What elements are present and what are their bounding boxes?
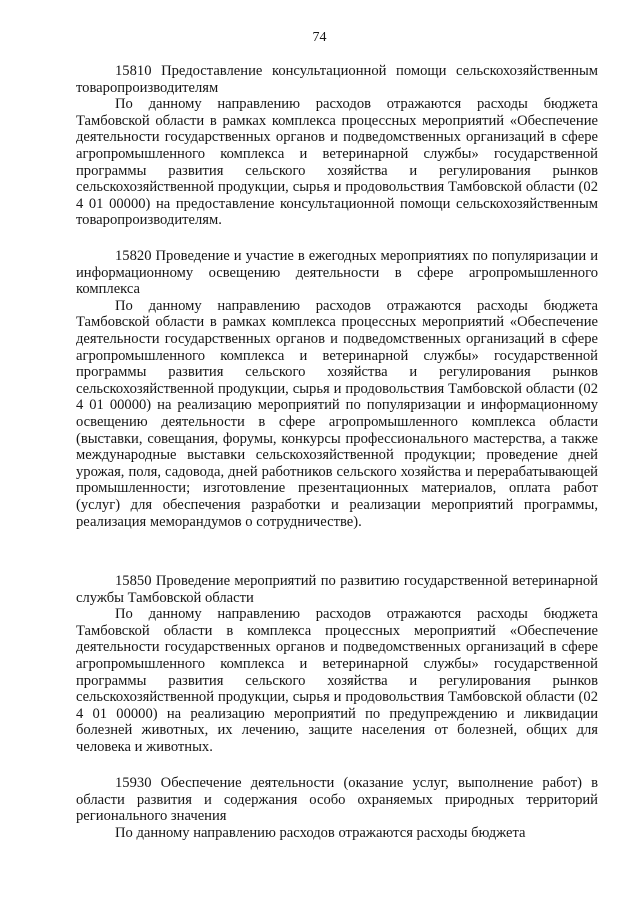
budget-item-15850 (76, 573, 598, 756)
section-body: По данному направлению расходов отражаются расходы бюджета Тамбовской области в рамках комплекса процессных мероприятий «Обеспечение деятельности государственных органов и подведомственных организаций в сфере агропромышленного комплекса и ветеринарной службы» государственной программы развития сельского хозяйства и регулирования рынков сельскохозяйственной продукции, сырья и продовольствия Тамбовской области (02 4 01 00000) на реализацию мероприятий по популяризации и информационному освещению деятельности в сфере агропромышленного комплекса области (выставки, совещания, форумы, конкурсы профессионального мастерства, а также международные выставки сельскохозяйственной продукции; проведение дней урожая, поля, садовода, дней работников сельского хозяйства и перерабатывающей промышленности; изготовление презентационных материалов, оплата работ (услуг) для обеспечения разработки и реализации мероприятий программы, реализация меморандумов о сотрудничестве). (76, 297, 598, 530)
section-heading: 15810 Предоставление консультационной помощи сельскохозяйственным товаропроизводителям (76, 63, 598, 96)
section-heading: 15820 Проведение и участие в ежегодных мероприятиях по популяризации и информационному освещению деятельности в сфере агропромышленного комплекса (76, 248, 598, 298)
section-body: По данному направлению расходов отражаются расходы бюджета (115, 824, 526, 841)
budget-item-15930 (76, 775, 598, 841)
section-body: По данному направлению расходов отражаются расходы бюджета Тамбовской области в рамках комплекса процессных мероприятий «Обеспечение деятельности государственных органов и подведомственных организаций в сфере агропромышленного комплекса и ветеринарной службы» государственной программы развития сельского хозяйства и регулирования рынков сельскохозяйственной продукции, сырья и продовольствия Тамбовской области (02 4 01 00000) на предоставление консультационной помощи сельскохозяйственным товаропроизводителям. (76, 96, 598, 229)
section-heading: 15930 Обеспечение деятельности (оказание услуг, выполнение работ) в области развития и содержания особо охраняемых природных территорий регионального значения (76, 775, 598, 825)
page-number: 74 (312, 30, 327, 45)
budget-item-15810 (76, 63, 598, 229)
section-heading: 15850 Проведение мероприятий по развитию государственной ветеринарной службы Тамбовской области (76, 573, 598, 606)
budget-item-15820 (76, 248, 598, 530)
section-body: По данному направлению расходов отражаются расходы бюджета Тамбовской области в комплекса процессных мероприятий «Обеспечение деятельности государственных органов и подведомственных организаций в сфере агропромышленного комплекса и ветеринарной службы» государственной программы развития сельского хозяйства и регулирования рынков сельскохозяйственной продукции, сырья и продовольствия Тамбовской области (02 4 01 00000) на реализацию мероприятий по предупреждению и ликвидации болезней животных, их лечению, защите населения от болезней, общих для человека и животных. (76, 606, 598, 755)
